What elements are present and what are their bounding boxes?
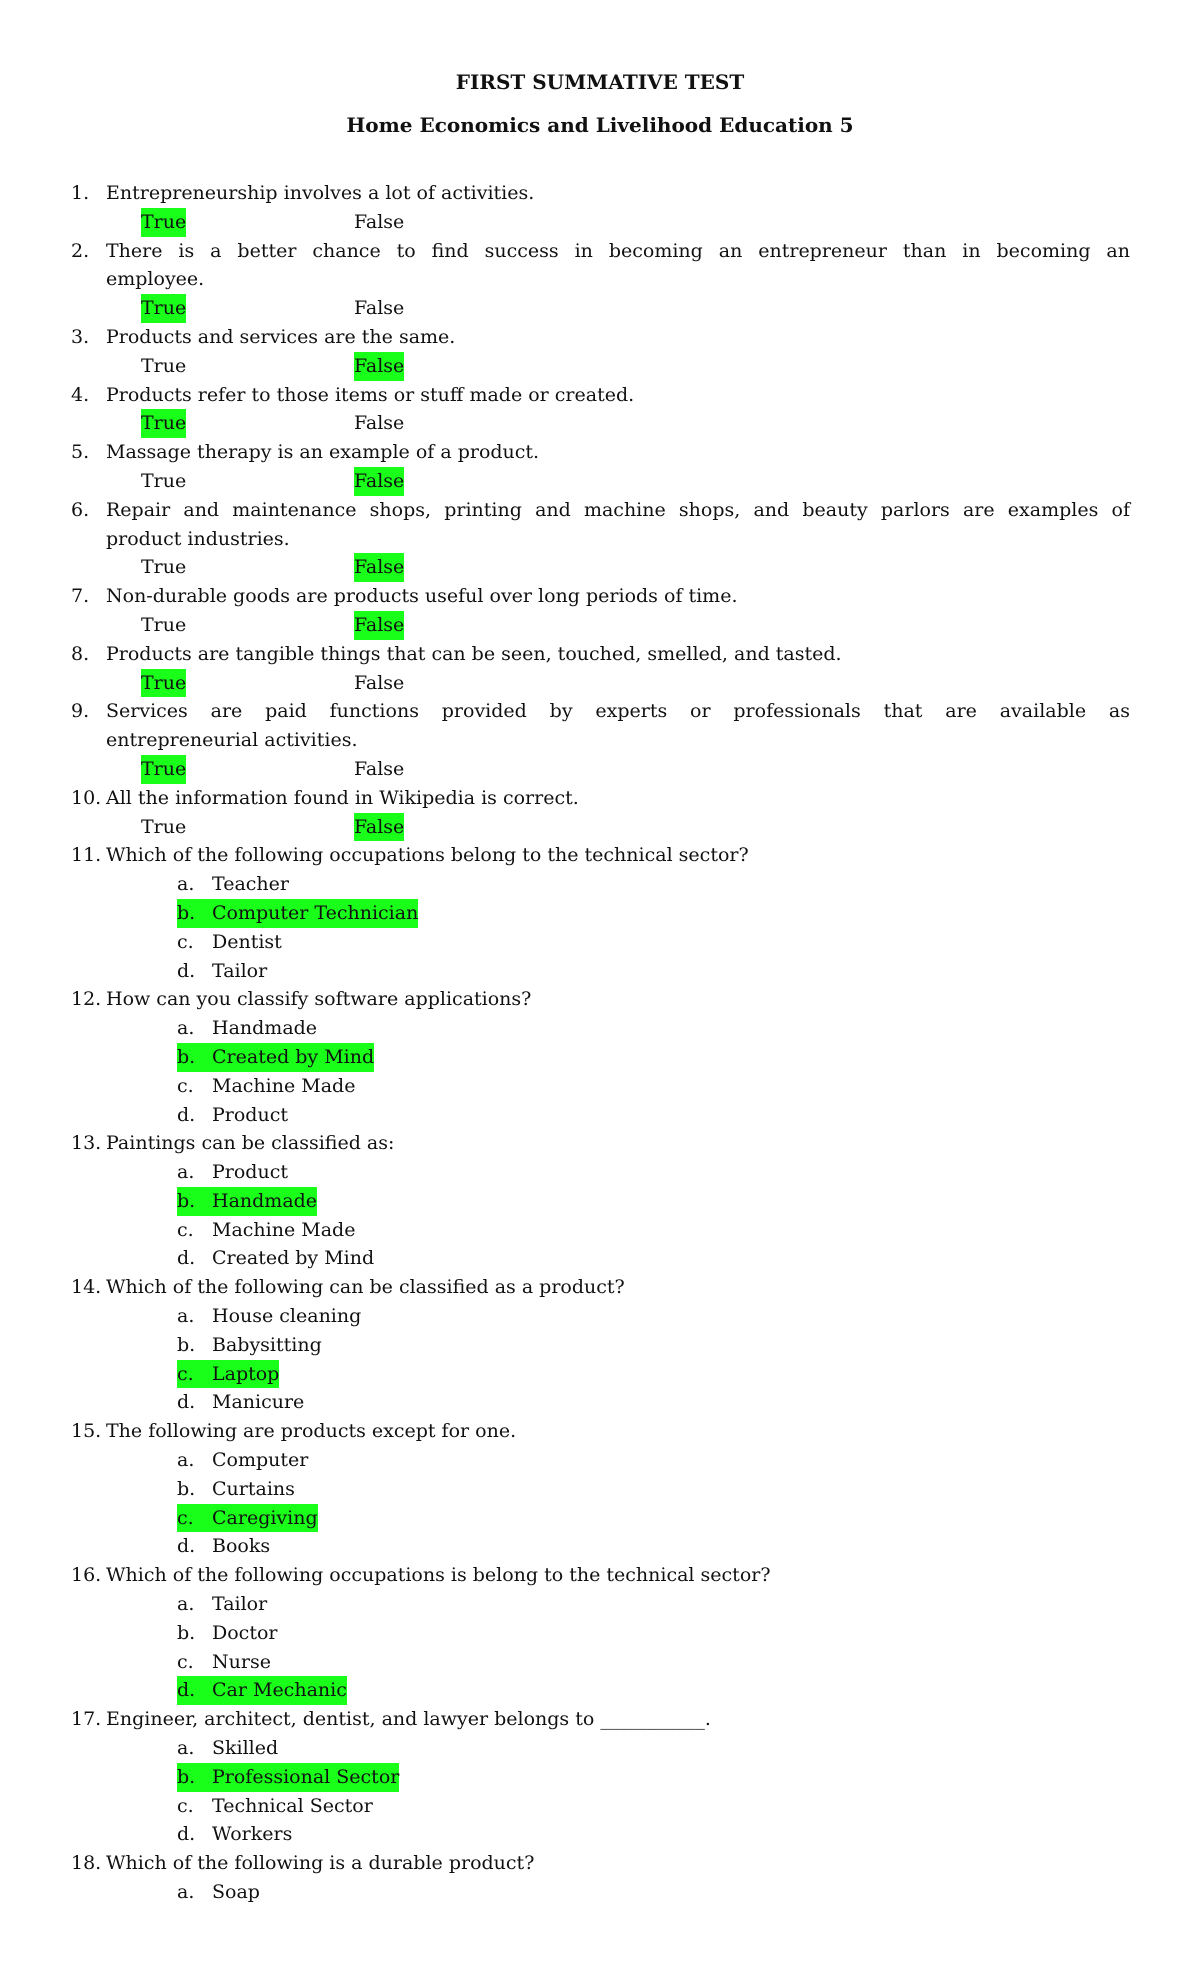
option-row <box>0 870 1200 899</box>
option-text: Workers <box>212 1823 293 1846</box>
choice-option[interactable] <box>177 1734 278 1763</box>
question-line <box>0 841 1200 870</box>
false-option[interactable]: False <box>354 412 405 435</box>
false-option[interactable]: False <box>354 671 405 694</box>
question-line <box>0 640 1200 669</box>
choice-option[interactable] <box>177 1648 271 1677</box>
option-row <box>0 928 1200 957</box>
question-number: 3. <box>71 325 90 348</box>
choice-option[interactable] <box>177 1532 270 1561</box>
answer-row <box>0 813 1200 842</box>
option-letter: a. <box>177 1737 195 1760</box>
question-line <box>0 237 1200 266</box>
option-text: Tailor <box>212 1593 268 1616</box>
false-option[interactable]: False <box>354 553 404 582</box>
option-text: Soap <box>212 1881 260 1904</box>
option-text: Handmade <box>212 1017 318 1040</box>
answer-row <box>0 352 1200 381</box>
question-number: 17. <box>71 1708 102 1731</box>
option-row <box>0 1504 1200 1533</box>
question-number: 14. <box>71 1276 102 1299</box>
option-row <box>0 1244 1200 1273</box>
option-letter: b. <box>177 901 196 924</box>
option-letter: c. <box>177 1794 194 1817</box>
option-letter: d. <box>177 959 196 982</box>
option-row <box>0 1878 1200 1907</box>
option-text: Teacher <box>212 873 289 896</box>
option-letter: d. <box>177 1535 196 1558</box>
question-text: Which of the following occupations belong to the technical sector? <box>106 844 749 867</box>
question-number: 11. <box>71 844 102 867</box>
choice-option[interactable] <box>177 1475 295 1504</box>
question-line <box>0 1273 1200 1302</box>
option-row <box>0 1446 1200 1475</box>
option-letter: b. <box>177 1333 196 1356</box>
answer-row <box>0 294 1200 323</box>
option-row <box>0 1676 1200 1705</box>
option-text: Computer <box>212 1449 309 1472</box>
option-letter: d. <box>177 1823 196 1846</box>
false-option[interactable]: False <box>354 297 405 320</box>
option-letter: c. <box>177 1506 194 1529</box>
option-text: Handmade <box>212 1189 318 1212</box>
question-line <box>0 496 1200 525</box>
option-row <box>0 1216 1200 1245</box>
question-text: Massage therapy is an example of a product. <box>106 441 540 464</box>
question-line <box>0 1129 1200 1158</box>
option-text: Machine Made <box>212 1218 356 1241</box>
test-subtitle: Home Economics and Livelihood Education 5 <box>346 113 854 137</box>
option-letter: a. <box>177 1305 195 1328</box>
choice-option[interactable] <box>177 957 267 986</box>
option-row <box>0 1360 1200 1389</box>
option-letter: d. <box>177 1391 196 1414</box>
question-text: There is a better chance to find success in becoming an entrepreneur than in becoming an <box>106 239 1130 262</box>
false-option[interactable]: False <box>354 467 404 496</box>
choice-option[interactable] <box>177 1446 308 1475</box>
answer-row <box>0 409 1200 438</box>
option-row <box>0 1014 1200 1043</box>
option-text: Nurse <box>212 1650 271 1673</box>
option-row <box>0 1302 1200 1331</box>
answer-row <box>0 611 1200 640</box>
question-text: Products refer to those items or stuff made or created. <box>106 383 635 406</box>
question-text: employee. <box>106 268 205 291</box>
option-text: Technical Sector <box>212 1794 373 1817</box>
option-text: House cleaning <box>212 1305 362 1328</box>
question-number: 10. <box>71 786 102 809</box>
question-line <box>0 1561 1200 1590</box>
question-text: How can you classify software applications? <box>106 988 532 1011</box>
true-option[interactable]: True <box>141 755 186 784</box>
choice-option[interactable] <box>177 1792 373 1821</box>
option-row <box>0 1187 1200 1216</box>
question-text: Which of the following is a durable product? <box>106 1852 535 1875</box>
option-letter: b. <box>177 1045 196 1068</box>
choice-option[interactable] <box>177 1820 292 1849</box>
choice-option[interactable] <box>177 1216 355 1245</box>
true-option[interactable]: True <box>141 409 186 438</box>
answer-row <box>0 208 1200 237</box>
option-letter: b. <box>177 1189 196 1212</box>
option-text: Computer Technician <box>212 901 419 924</box>
option-text: Laptop <box>212 1362 280 1385</box>
choice-option[interactable] <box>177 1014 317 1043</box>
test-title: FIRST SUMMATIVE TEST <box>455 70 745 94</box>
true-option[interactable]: True <box>141 294 186 323</box>
question-line <box>0 179 1200 208</box>
question-number: 6. <box>71 498 90 521</box>
true-option[interactable]: True <box>141 556 187 579</box>
question-line <box>0 784 1200 813</box>
option-text: Product <box>212 1103 288 1126</box>
answer-row <box>0 467 1200 496</box>
question-text: Which of the following occupations is belong to the technical sector? <box>106 1564 771 1587</box>
question-text: Services are paid functions provided by experts or professionals that are available as <box>106 700 1130 723</box>
question-line <box>0 381 1200 410</box>
option-row <box>0 957 1200 986</box>
question-text: Entrepreneurship involves a lot of activities. <box>106 182 535 204</box>
choice-option[interactable] <box>177 1187 317 1216</box>
false-option[interactable]: False <box>354 210 405 233</box>
choice-option[interactable] <box>177 1043 374 1072</box>
option-text: Professional Sector <box>212 1765 400 1788</box>
option-text: Tailor <box>212 959 268 982</box>
choice-option[interactable] <box>177 1676 347 1705</box>
false-option[interactable]: False <box>354 352 404 381</box>
true-option[interactable]: True <box>141 354 187 377</box>
question-number: 12. <box>71 988 102 1011</box>
option-letter: b. <box>177 1477 196 1500</box>
question-number: 16. <box>71 1564 102 1587</box>
option-letter: c. <box>177 1218 194 1241</box>
option-row <box>0 1590 1200 1619</box>
option-text: Manicure <box>212 1391 305 1414</box>
question-number: 2. <box>71 239 90 262</box>
option-letter: b. <box>177 1621 196 1644</box>
answer-row <box>0 669 1200 698</box>
option-row <box>0 1619 1200 1648</box>
question-text: Non-durable goods are products useful over long periods of time. <box>106 585 738 608</box>
choice-option[interactable] <box>177 1590 267 1619</box>
choice-option[interactable] <box>177 899 418 928</box>
option-row <box>0 1475 1200 1504</box>
false-option[interactable]: False <box>354 611 404 640</box>
option-letter: a. <box>177 1881 195 1904</box>
question-number: 9. <box>71 700 90 723</box>
question-number: 18. <box>71 1852 102 1875</box>
question-text: The following are products except for one. <box>106 1420 517 1443</box>
false-option[interactable]: False <box>354 757 405 780</box>
true-option[interactable]: True <box>141 208 186 237</box>
choice-option[interactable] <box>177 870 289 899</box>
option-letter: c. <box>177 1362 194 1385</box>
option-text: Skilled <box>212 1737 279 1760</box>
choice-option[interactable] <box>177 1302 361 1331</box>
option-row <box>0 1763 1200 1792</box>
option-text: Machine Made <box>212 1074 356 1097</box>
option-letter: d. <box>177 1103 196 1126</box>
question-number: 8. <box>71 642 90 665</box>
option-letter: a. <box>177 1593 195 1616</box>
option-letter: d. <box>177 1679 196 1702</box>
question-text: All the information found in Wikipedia is correct. <box>106 786 579 809</box>
question-text: Products are tangible things that can be seen, touched, smelled, and tasted. <box>106 642 842 665</box>
question-line <box>0 697 1200 726</box>
question-line <box>0 985 1200 1014</box>
question-line <box>0 265 1200 294</box>
true-option[interactable]: True <box>141 815 187 838</box>
question-list <box>0 179 1200 1907</box>
choice-option[interactable] <box>177 1244 374 1273</box>
choice-option[interactable] <box>177 1388 304 1417</box>
choice-option[interactable] <box>177 1504 318 1533</box>
option-row <box>0 1820 1200 1849</box>
option-text: Babysitting <box>212 1333 322 1356</box>
question-number: 15. <box>71 1420 102 1443</box>
option-row <box>0 1072 1200 1101</box>
question-text: Repair and maintenance shops, printing and machine shops, and beauty parlors are examples of <box>106 498 1130 521</box>
true-option[interactable]: True <box>141 613 187 636</box>
option-row <box>0 1792 1200 1821</box>
choice-option[interactable] <box>177 928 282 957</box>
option-row <box>0 1331 1200 1360</box>
option-text: Caregiving <box>212 1506 318 1529</box>
question-line <box>0 726 1200 755</box>
question-line <box>0 1849 1200 1878</box>
option-letter: c. <box>177 1650 194 1673</box>
question-number: 7. <box>71 585 90 608</box>
question-text: Products and services are the same. <box>106 325 456 348</box>
question-text: entrepreneurial activities. <box>106 729 358 752</box>
false-option[interactable]: False <box>354 813 404 842</box>
option-text: Created by Mind <box>212 1045 375 1068</box>
option-letter: c. <box>177 930 194 953</box>
option-text: Created by Mind <box>212 1247 375 1270</box>
option-letter: a. <box>177 1161 195 1184</box>
option-text: Curtains <box>212 1477 295 1500</box>
option-letter: a. <box>177 1449 195 1472</box>
question-number: 13. <box>71 1132 102 1155</box>
question-line <box>0 582 1200 611</box>
answer-row <box>0 755 1200 784</box>
answer-row <box>0 553 1200 582</box>
choice-option[interactable] <box>177 1101 288 1130</box>
question-text: product industries. <box>106 527 290 550</box>
option-row <box>0 1101 1200 1130</box>
option-text: Books <box>212 1535 271 1558</box>
option-text: Car Mechanic <box>212 1679 347 1702</box>
question-text: Engineer, architect, dentist, and lawyer belongs to ___________. <box>106 1708 711 1731</box>
choice-option[interactable] <box>177 1619 277 1648</box>
choice-option[interactable] <box>177 1331 322 1360</box>
option-letter: a. <box>177 1017 195 1040</box>
option-row <box>0 1388 1200 1417</box>
choice-option[interactable] <box>177 1763 399 1792</box>
option-row <box>0 1043 1200 1072</box>
option-letter: a. <box>177 873 195 896</box>
option-letter: d. <box>177 1247 196 1270</box>
option-text: Doctor <box>212 1621 278 1644</box>
option-row <box>0 1648 1200 1677</box>
option-row <box>0 899 1200 928</box>
question-line <box>0 438 1200 467</box>
option-letter: c. <box>177 1074 194 1097</box>
true-option[interactable]: True <box>141 669 186 698</box>
choice-option[interactable] <box>177 1878 260 1907</box>
choice-option[interactable] <box>177 1072 355 1101</box>
question-line <box>0 323 1200 352</box>
option-row <box>0 1734 1200 1763</box>
option-row <box>0 1532 1200 1561</box>
true-option[interactable]: True <box>141 469 187 492</box>
question-number: 5. <box>71 441 90 464</box>
question-text: Which of the following can be classified as a product? <box>106 1276 625 1299</box>
question-line <box>0 1417 1200 1446</box>
question-number: 1. <box>71 182 90 204</box>
question-text: Paintings can be classified as: <box>106 1132 395 1155</box>
question-number: 4. <box>71 383 90 406</box>
option-letter: b. <box>177 1765 196 1788</box>
option-row <box>0 1158 1200 1187</box>
question-line <box>0 1705 1200 1734</box>
option-text: Dentist <box>212 930 282 953</box>
choice-option[interactable] <box>177 1360 279 1389</box>
option-text: Product <box>212 1161 288 1184</box>
question-line <box>0 525 1200 554</box>
choice-option[interactable] <box>177 1158 288 1187</box>
